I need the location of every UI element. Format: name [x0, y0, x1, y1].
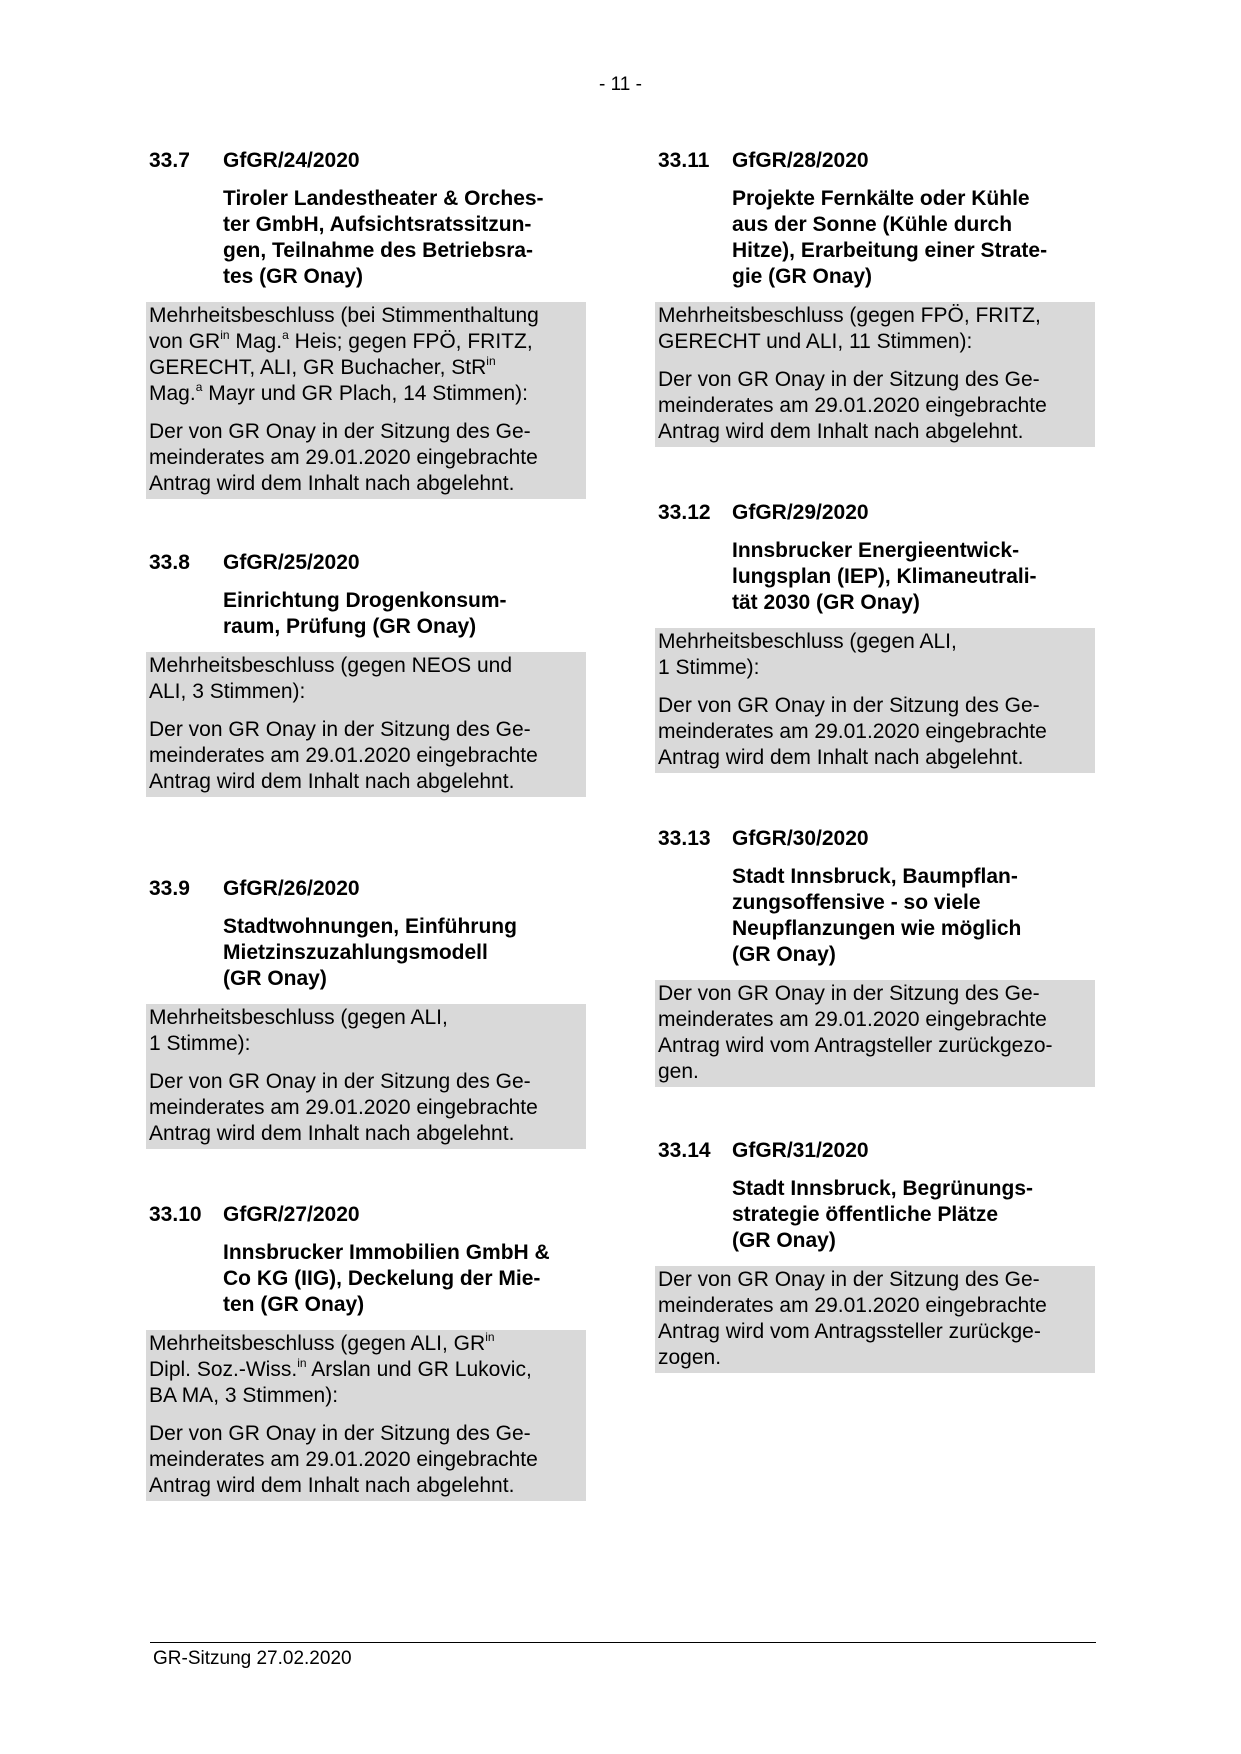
item-title: Einrichtung Drogenkonsum- raum, Prüfung (GR Onay): [223, 589, 507, 638]
page-number: - 11 -: [599, 74, 642, 95]
item-title: Tiroler Landestheater & Orches- ter GmbH, Aufsichtsratssitzun- gen, Teilnahme des Betriebsra- tes (GR Onay): [223, 187, 544, 288]
superscript: a: [195, 380, 203, 394]
item-number: 33.7: [149, 149, 190, 172]
item-number: 33.10: [149, 1203, 202, 1226]
agenda-item-33-10: [146, 1202, 586, 1501]
decision-line: Mag.: [229, 330, 283, 353]
item-reference: GfGR/27/2020: [223, 1203, 360, 1226]
superscript: in: [220, 328, 230, 342]
decision-box: [146, 302, 586, 499]
decision-box: [146, 1330, 586, 1501]
item-number: 33.8: [149, 551, 190, 574]
item-title: Projekte Fernkälte oder Kühle aus der Sonne (Kühle durch Hitze), Erarbeitung einer Strate- gie (GR Onay): [732, 187, 1048, 288]
decision-line: Dipl. Soz.-Wiss.: [149, 1358, 298, 1381]
footer-session-label: GR-Sitzung 27.02.2020: [153, 1648, 352, 1669]
decision-text: Mehrheitsbeschluss (gegen ALI, 1 Stimme):: [658, 630, 957, 679]
decision-line: Mag.: [149, 382, 196, 405]
decision-line: Heis; gegen FPÖ, FRITZ,: [288, 330, 533, 353]
superscript: in: [297, 1356, 307, 1370]
item-heading: [655, 826, 1095, 852]
item-reference: GfGR/29/2020: [732, 501, 869, 524]
agenda-item-33-14: [655, 1138, 1095, 1373]
item-number: 33.12: [658, 501, 711, 524]
decision-line: Mehrheitsbeschluss (bei Stimmenthaltung: [149, 304, 539, 327]
item-number: 33.13: [658, 827, 711, 850]
item-heading: [146, 148, 586, 174]
item-title: Stadtwohnungen, Einführung Mietzinszuzahlungsmodell (GR Onay): [223, 915, 517, 990]
result-text: Der von GR Onay in der Sitzung des Ge- meinderates am 29.01.2020 eingebrachte Antrag wird dem Inhalt nach abgelehnt.: [149, 718, 538, 793]
decision-line: BA MA, 3 Stimmen):: [149, 1384, 339, 1407]
decision-text: Mehrheitsbeschluss (gegen FPÖ, FRITZ, GERECHT und ALI, 11 Stimmen):: [658, 304, 1041, 353]
item-heading: [655, 148, 1095, 174]
item-title: Innsbrucker Energieentwick- lungsplan (IEP), Klimaneutrali- tät 2030 (GR Onay): [732, 539, 1037, 614]
superscript: in: [485, 1330, 495, 1344]
decision-box: [655, 302, 1095, 447]
agenda-item-33-8: [146, 550, 586, 797]
decision-line: von GR: [149, 330, 221, 353]
decision-text: [146, 1331, 586, 1409]
result-text: Der von GR Onay in der Sitzung des Ge- meinderates am 29.01.2020 eingebrachte Antrag wird vom Antragssteller zurückge- zogen.: [658, 1268, 1047, 1369]
decision-box: [146, 652, 586, 797]
result-text: Der von GR Onay in der Sitzung des Ge- meinderates am 29.01.2020 eingebrachte Antrag wird dem Inhalt nach abgelehnt.: [658, 694, 1047, 769]
agenda-item-33-12: [655, 500, 1095, 773]
item-number: 33.11: [658, 149, 710, 172]
decision-line: Mehrheitsbeschluss (gegen ALI, GR: [149, 1332, 486, 1355]
decision-line: GERECHT, ALI, GR Buchacher, StR: [149, 356, 487, 379]
result-text: Der von GR Onay in der Sitzung des Ge- meinderates am 29.01.2020 eingebrachte Antrag wird dem Inhalt nach abgelehnt.: [658, 368, 1047, 443]
result-text: Der von GR Onay in der Sitzung des Ge- meinderates am 29.01.2020 eingebrachte Antrag wird dem Inhalt nach abgelehnt.: [149, 1070, 538, 1145]
item-heading: [146, 550, 586, 576]
decision-box: [655, 1266, 1095, 1373]
item-number: 33.14: [658, 1139, 711, 1162]
decision-line: Mayr und GR Plach, 14 Stimmen):: [202, 382, 528, 405]
superscript: a: [282, 328, 289, 342]
decision-box: [655, 628, 1095, 773]
superscript: in: [486, 354, 496, 368]
agenda-item-33-13: [655, 826, 1095, 1087]
decision-box: [655, 980, 1095, 1087]
result-text: Der von GR Onay in der Sitzung des Ge- meinderates am 29.01.2020 eingebrachte Antrag wird dem Inhalt nach abgelehnt.: [149, 1422, 538, 1497]
item-reference: GfGR/25/2020: [223, 551, 360, 574]
item-reference: GfGR/24/2020: [223, 149, 360, 172]
agenda-item-33-9: [146, 876, 586, 1149]
item-title: Stadt Innsbruck, Baumpflan- zungsoffensive - so viele Neupflanzungen wie möglich (GR Onay): [732, 865, 1022, 966]
result-text: Der von GR Onay in der Sitzung des Ge- meinderates am 29.01.2020 eingebrachte Antrag wird vom Antragsteller zurückgezo- gen.: [658, 982, 1053, 1083]
item-heading: [146, 1202, 586, 1228]
item-number: 33.9: [149, 877, 190, 900]
item-title: Innsbrucker Immobilien GmbH & Co KG (IIG), Deckelung der Mie- ten (GR Onay): [223, 1241, 550, 1316]
item-heading: [146, 876, 586, 902]
decision-text: [146, 303, 586, 407]
agenda-item-33-7: [146, 148, 586, 499]
footer-divider: [150, 1642, 1096, 1643]
decision-text: Mehrheitsbeschluss (gegen NEOS und ALI, 3 Stimmen):: [149, 654, 513, 703]
result-text: Der von GR Onay in der Sitzung des Ge- meinderates am 29.01.2020 eingebrachte Antrag wird dem Inhalt nach abgelehnt.: [149, 420, 538, 495]
item-heading: [655, 1138, 1095, 1164]
decision-text: Mehrheitsbeschluss (gegen ALI, 1 Stimme):: [149, 1006, 448, 1055]
item-heading: [655, 500, 1095, 526]
agenda-item-33-11: [655, 148, 1095, 447]
item-reference: GfGR/28/2020: [732, 149, 869, 172]
item-reference: GfGR/31/2020: [732, 1139, 869, 1162]
item-reference: GfGR/30/2020: [732, 827, 869, 850]
decision-line: Arslan und GR Lukovic,: [306, 1358, 532, 1381]
item-title: Stadt Innsbruck, Begrünungs- strategie öffentliche Plätze (GR Onay): [732, 1177, 1034, 1252]
item-reference: GfGR/26/2020: [223, 877, 360, 900]
decision-box: [146, 1004, 586, 1149]
